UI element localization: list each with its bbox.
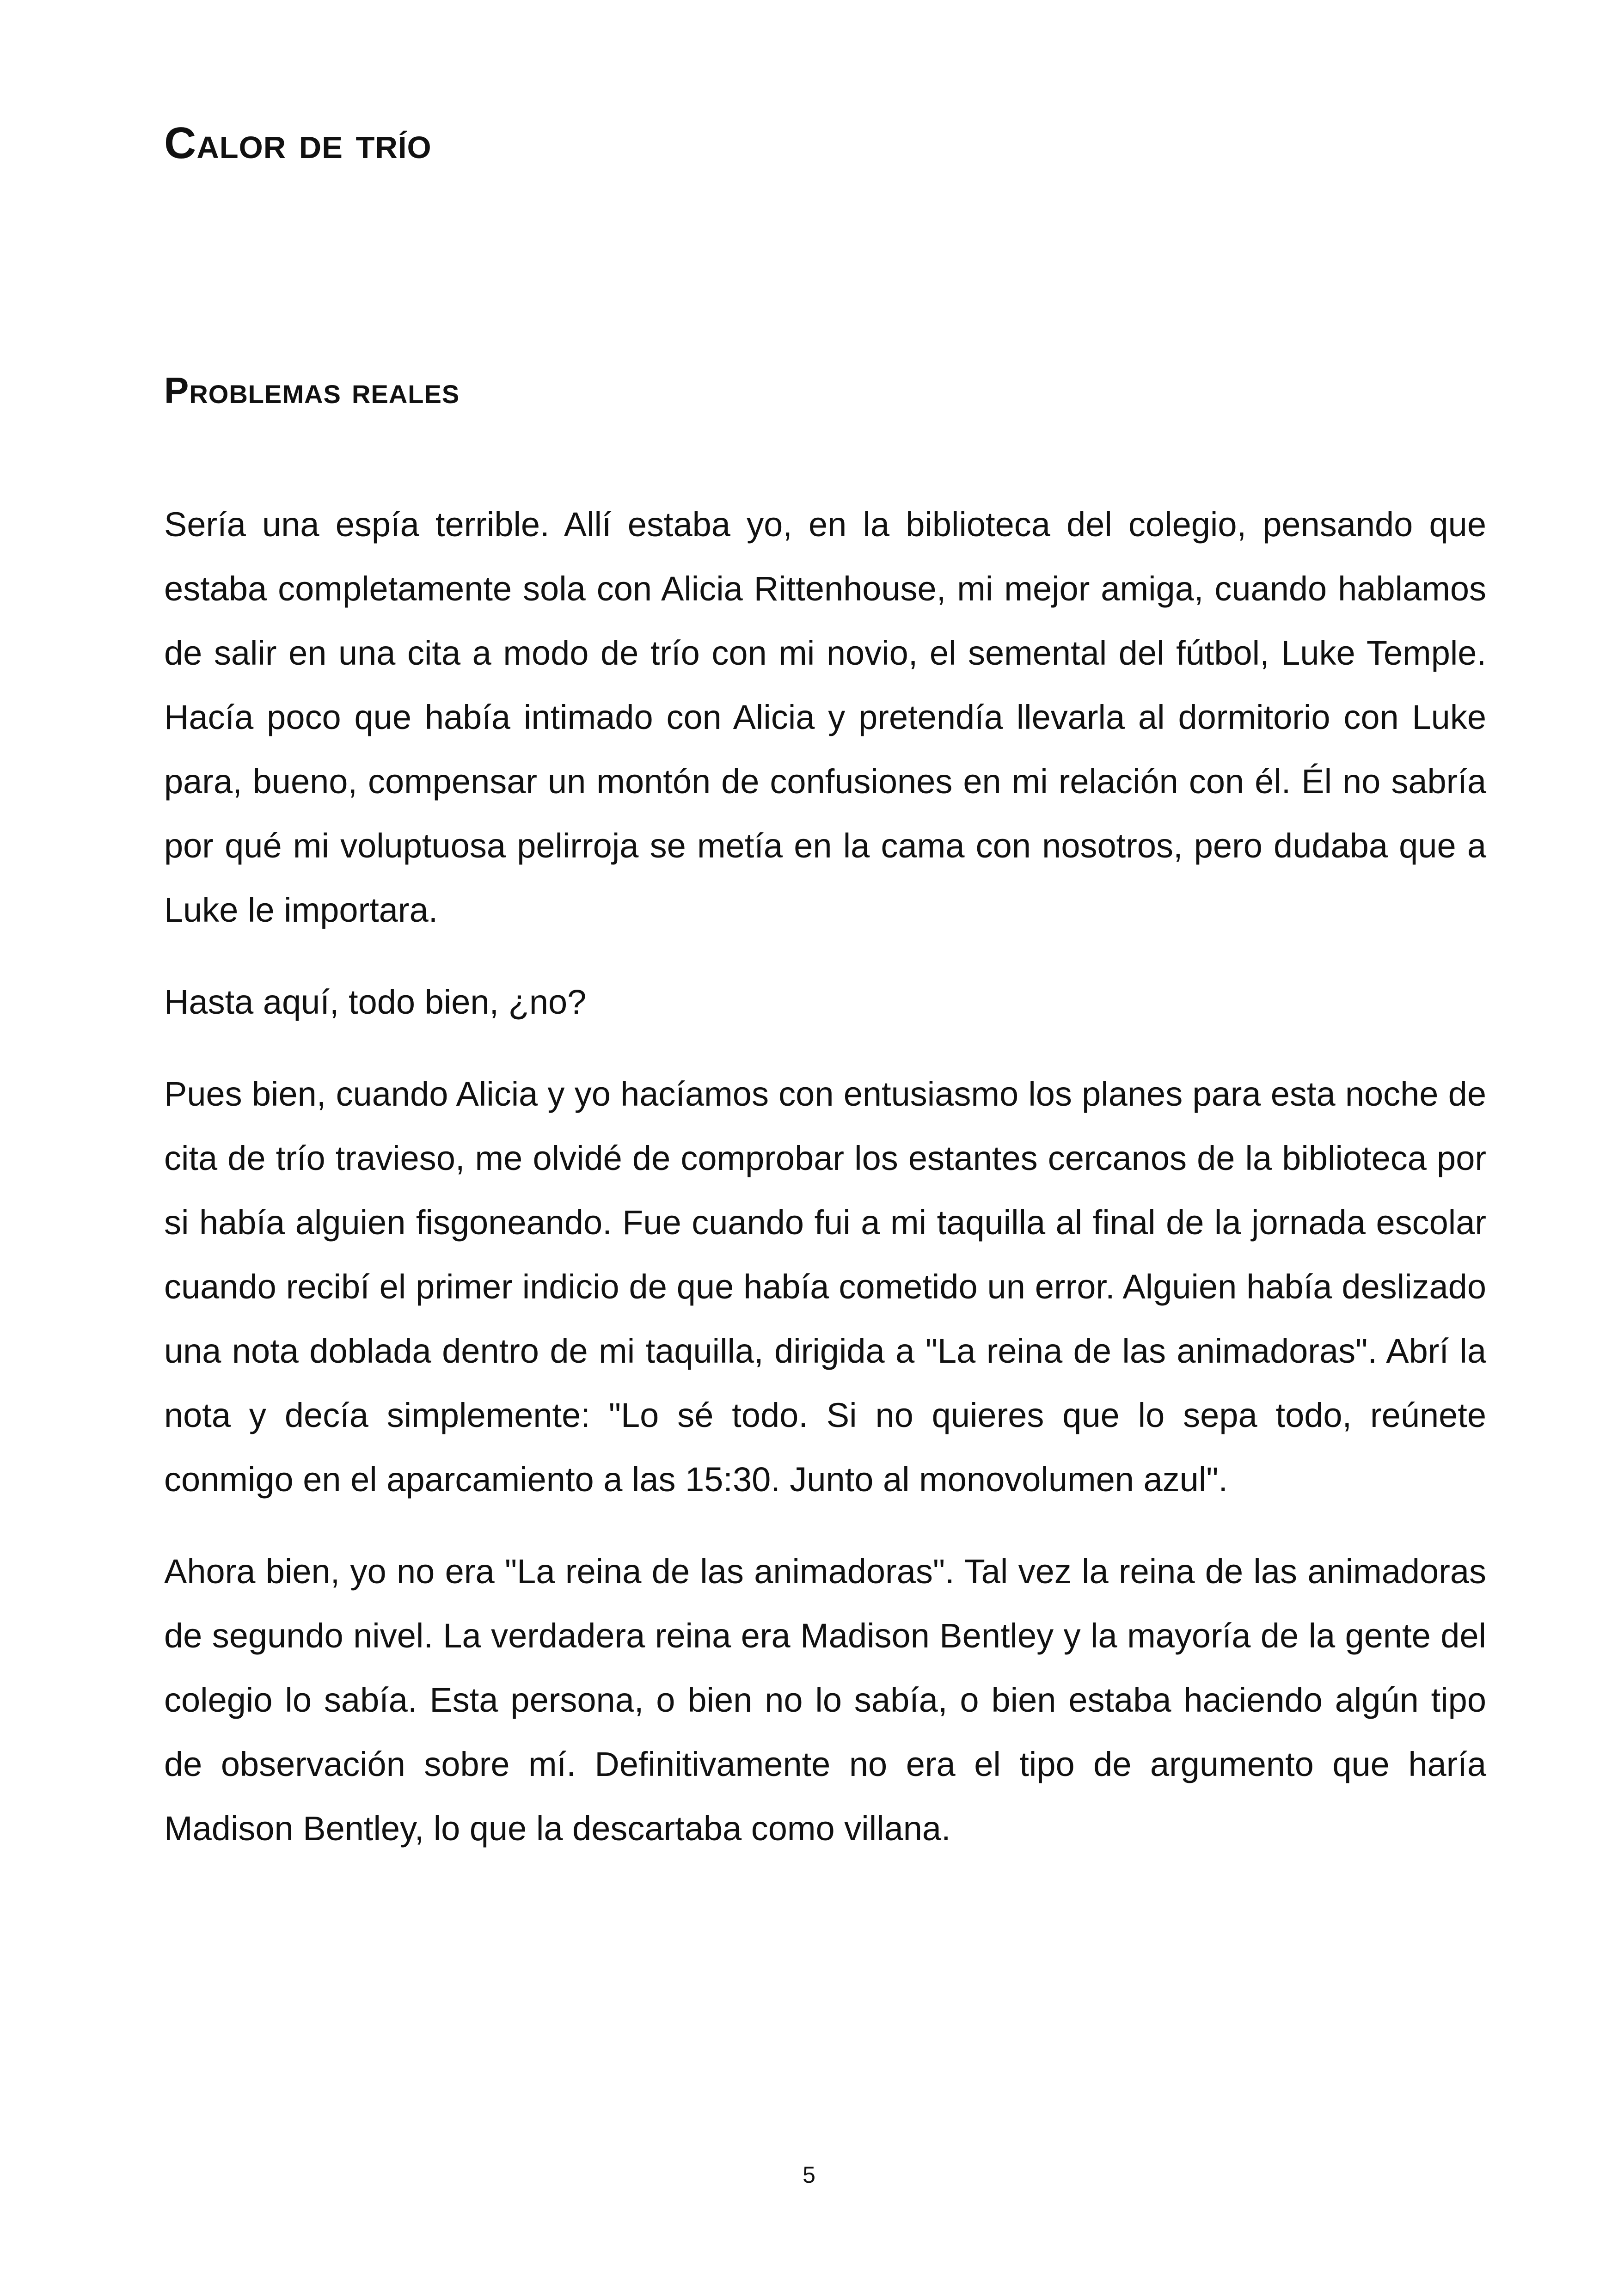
paragraph: Sería una espía terrible. Allí estaba yo, en la biblioteca del colegio, pensando que estaba completamente sola con Alicia Rittenhouse, mi mejor amiga, cuando hablamos de salir en una cita a modo de trío con mi novio, el semental del fútbol, Luke Temple. Hacía poco que había intimado con Alicia y pretendía llevarla al dormitorio con Luke para, bueno, compensar un montón de confusiones en mi relación con él. Él no sabría por qué mi voluptuosa pelirroja se metía en la cama con nosotros, pero dudaba que a Luke le importara. — [164, 505, 1486, 929]
paragraph: Hasta aquí, todo bien, ¿no? — [164, 983, 587, 1021]
book-title: Calor de trío — [164, 118, 432, 168]
page-number: 5 — [803, 2162, 815, 2188]
paragraph: Pues bien, cuando Alicia y yo hacíamos con entusiasmo los planes para esta noche de cita de trío travieso, me olvidé de comprobar los estantes cercanos de la biblioteca por si había alguien fisgoneando. Fue cuando fui a mi taquilla al final de la jornada escolar cuando recibí el primer indicio de que había cometido un error. Alguien había deslizado una nota doblada dentro de mi taquilla, dirigida a "La reina de las animadoras". Abrí la nota y decía simplemente: "Lo sé todo. Si no quieres que lo sepa todo, reúnete conmigo en el aparcamiento a las 15:30. Junto al monovolumen azul". — [164, 1075, 1486, 1499]
chapter-title: Problemas reales — [164, 370, 460, 411]
body-text — [164, 492, 1486, 1888]
paragraph: Ahora bien, yo no era "La reina de las animadoras". Tal vez la reina de las animadoras de segundo nivel. La verdadera reina era Madison Bentley y la mayoría de la gente del colegio lo sabía. Esta persona, o bien no lo sabía, o bien estaba haciendo algún tipo de observación sobre mí. Definitivamente no era el tipo de argumento que haría Madison Bentley, lo que la descartaba como villana. — [164, 1552, 1486, 1848]
